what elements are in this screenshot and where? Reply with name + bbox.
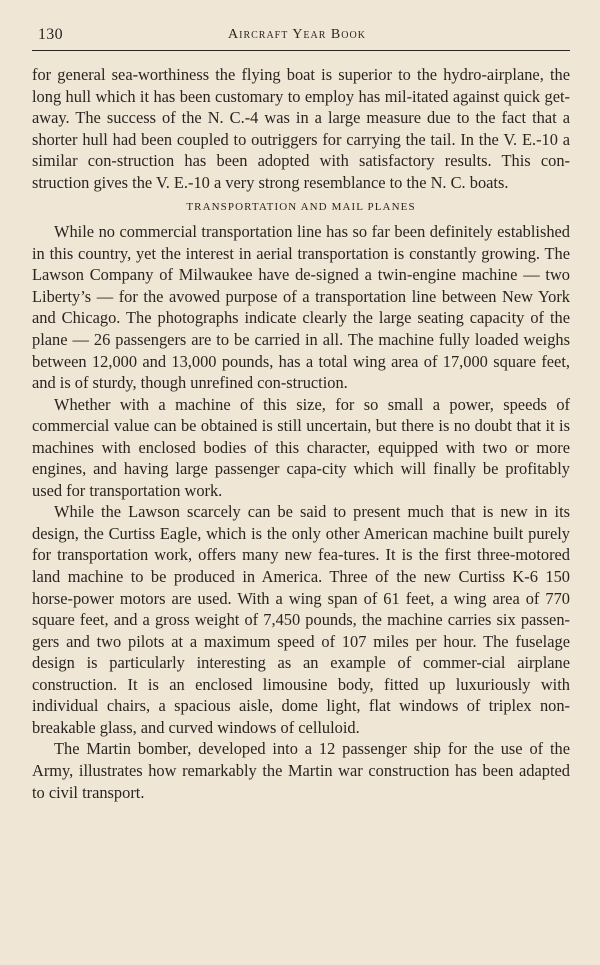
- body-text: [32, 64, 570, 803]
- section-heading: TRANSPORTATION AND MAIL PLANES: [186, 201, 416, 214]
- paragraph-lawson: While no commercial transportation line has so far been definitely established in this country, yet the interest in aerial transportation is constantly growing. The Lawson Company of Milwaukee have de-signed a twin-engine machine — two Liberty’s — for the avowed purpose of a transportation line between New York and Chicago. The photographs indicate clearly the large seating capacity of the plane — 26 passengers are to be carried in all. The machine fully loaded weighs between 12,000 and 13,000 pounds, has a total wing area of 17,000 square feet, and is of sturdy, though unrefined con-struction.: [32, 222, 570, 393]
- page-number: 130: [38, 26, 63, 43]
- paragraph-curtiss-eagle: While the Lawson scarcely can be said to present much that is new in its design, the Curtiss Eagle, which is the only other American machine built purely for transportation work, offers many new fea-tures. It is the first three-motored land machine to be produced in America. Three of the new Curtiss K-6 150 horse-power motors are used. With a wing span of 61 feet, a wing area of 770 square feet, and a gross weight of 7,450 pounds, the machine carries six passen-gers and two pilots at a maximum speed of 107 miles per hour. The fuselage design is particularly interesting as an example of commer-cial airplane construction. It is an enclosed limousine body, fitted up luxuriously with individual chairs, a spacious aisle, dome light, flat windows of triplex non-breakable glass, and curved windows of celluloid.: [32, 502, 570, 737]
- running-title: Aircraft Year Book: [228, 27, 366, 42]
- paragraph-continued: for general sea-worthiness the flying boat is superior to the hydro-airplane, the long hull which it has been customary to employ has mil-itated against quick get-away. The success of the N. C.-4 was in a large measure due to the fact that a shorter hull had been coupled to outriggers for carrying the tail. In the V. E.-10 a similar con-struction has been adopted with satisfactory results. This con-struction gives the V. E.-10 a very strong resemblance to the N. C. boats.: [32, 65, 570, 192]
- page-header: [38, 26, 568, 50]
- paragraph-commercial-value: Whether with a machine of this size, for so small a power, speeds of commercial value can be obtained is still uncertain, but there is no doubt that it is machines with enclosed bodies of this character, equipped with two or more engines, and having large passenger capa-city which will finally be profitably used for transportation work.: [32, 394, 570, 500]
- header-rule: [32, 50, 570, 51]
- paragraph-martin-bomber: The Martin bomber, developed into a 12 passenger ship for the use of the Army, illustrates how remarkably the Martin war construction has been adapted to civil transport.: [32, 739, 570, 802]
